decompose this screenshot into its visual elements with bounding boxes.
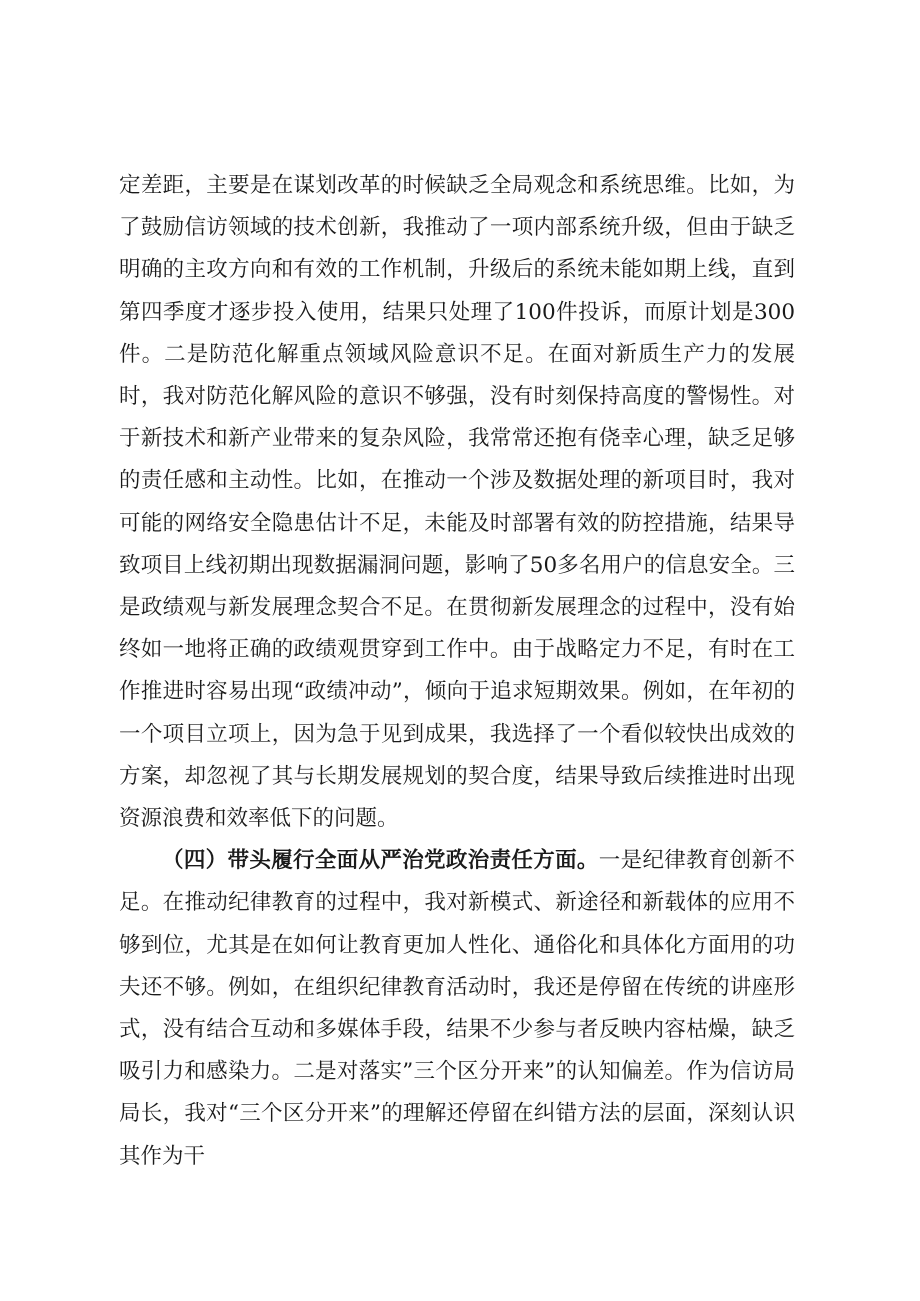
- section-four-heading: （四）带头履行全面从严治党政治责任方面。: [162, 848, 599, 874]
- paragraph-continuation: 定差距，主要是在谋划改革的时候缺乏全局观念和系统思维。比如，为了鼓励信访领域的技术创新，我推动了一项内部系统升级，但由于缺乏明确的主攻方向和有效的工作机制，升级后的系统未能如期上线，直到第四季度才逐步投入使用，结果只处理了100件投诉，而原计划是300件。二是防范化解重点领域风险意识不足。在面对新质生产力的发展时，我对防范化解风险的意识不够强，没有时刻保持高度的警惕性。对于新技术和新产业带来的复杂风险，我常常还抱有侥幸心理，缺乏足够的责任感和主动性。比如，在推动一个涉及数据处理的新项目时，我对可能的网络安全隐患估计不足，未能及时部署有效的防控措施，结果导致项目上线初期出现数据漏洞问题，影响了50多名用户的信息安全。三是政绩观与新发展理念契合不足。在贯彻新发展理念的过程中，没有始终如一地将正确的政绩观贯穿到工作中。由于战略定力不足，有时在工作推进时容易出现“政绩冲动”，倾向于追求短期效果。例如，在年初的一个项目立项上，因为急于见到成果，我选择了一个看似较快出成效的方案，却忽视了其与长期发展规划的契合度，结果导致后续推进时出现资源浪费和效率低下的问题。: [119, 173, 795, 832]
- section-four-body: 一是纪律教育创新不足。在推动纪律教育的过程中，我对新模式、新途径和新载体的应用不够到位，尤其是在如何让教育更加人性化、通俗化和具体化方面用的功夫还不够。例如，在组织纪律教育活动时，我还是停留在传统的讲座形式，没有结合互动和多媒体手段，结果不少参与者反映内容枯燥，缺乏吸引力和感染力。二是对落实”三个区分开来”的认知偏差。作为信访局局长，我对“三个区分开来”的理解还停留在纠错方法的层面，深刻认识其作为干: [119, 848, 795, 1169]
- paragraph-section-four: [119, 840, 795, 1178]
- document-body: [119, 165, 795, 1178]
